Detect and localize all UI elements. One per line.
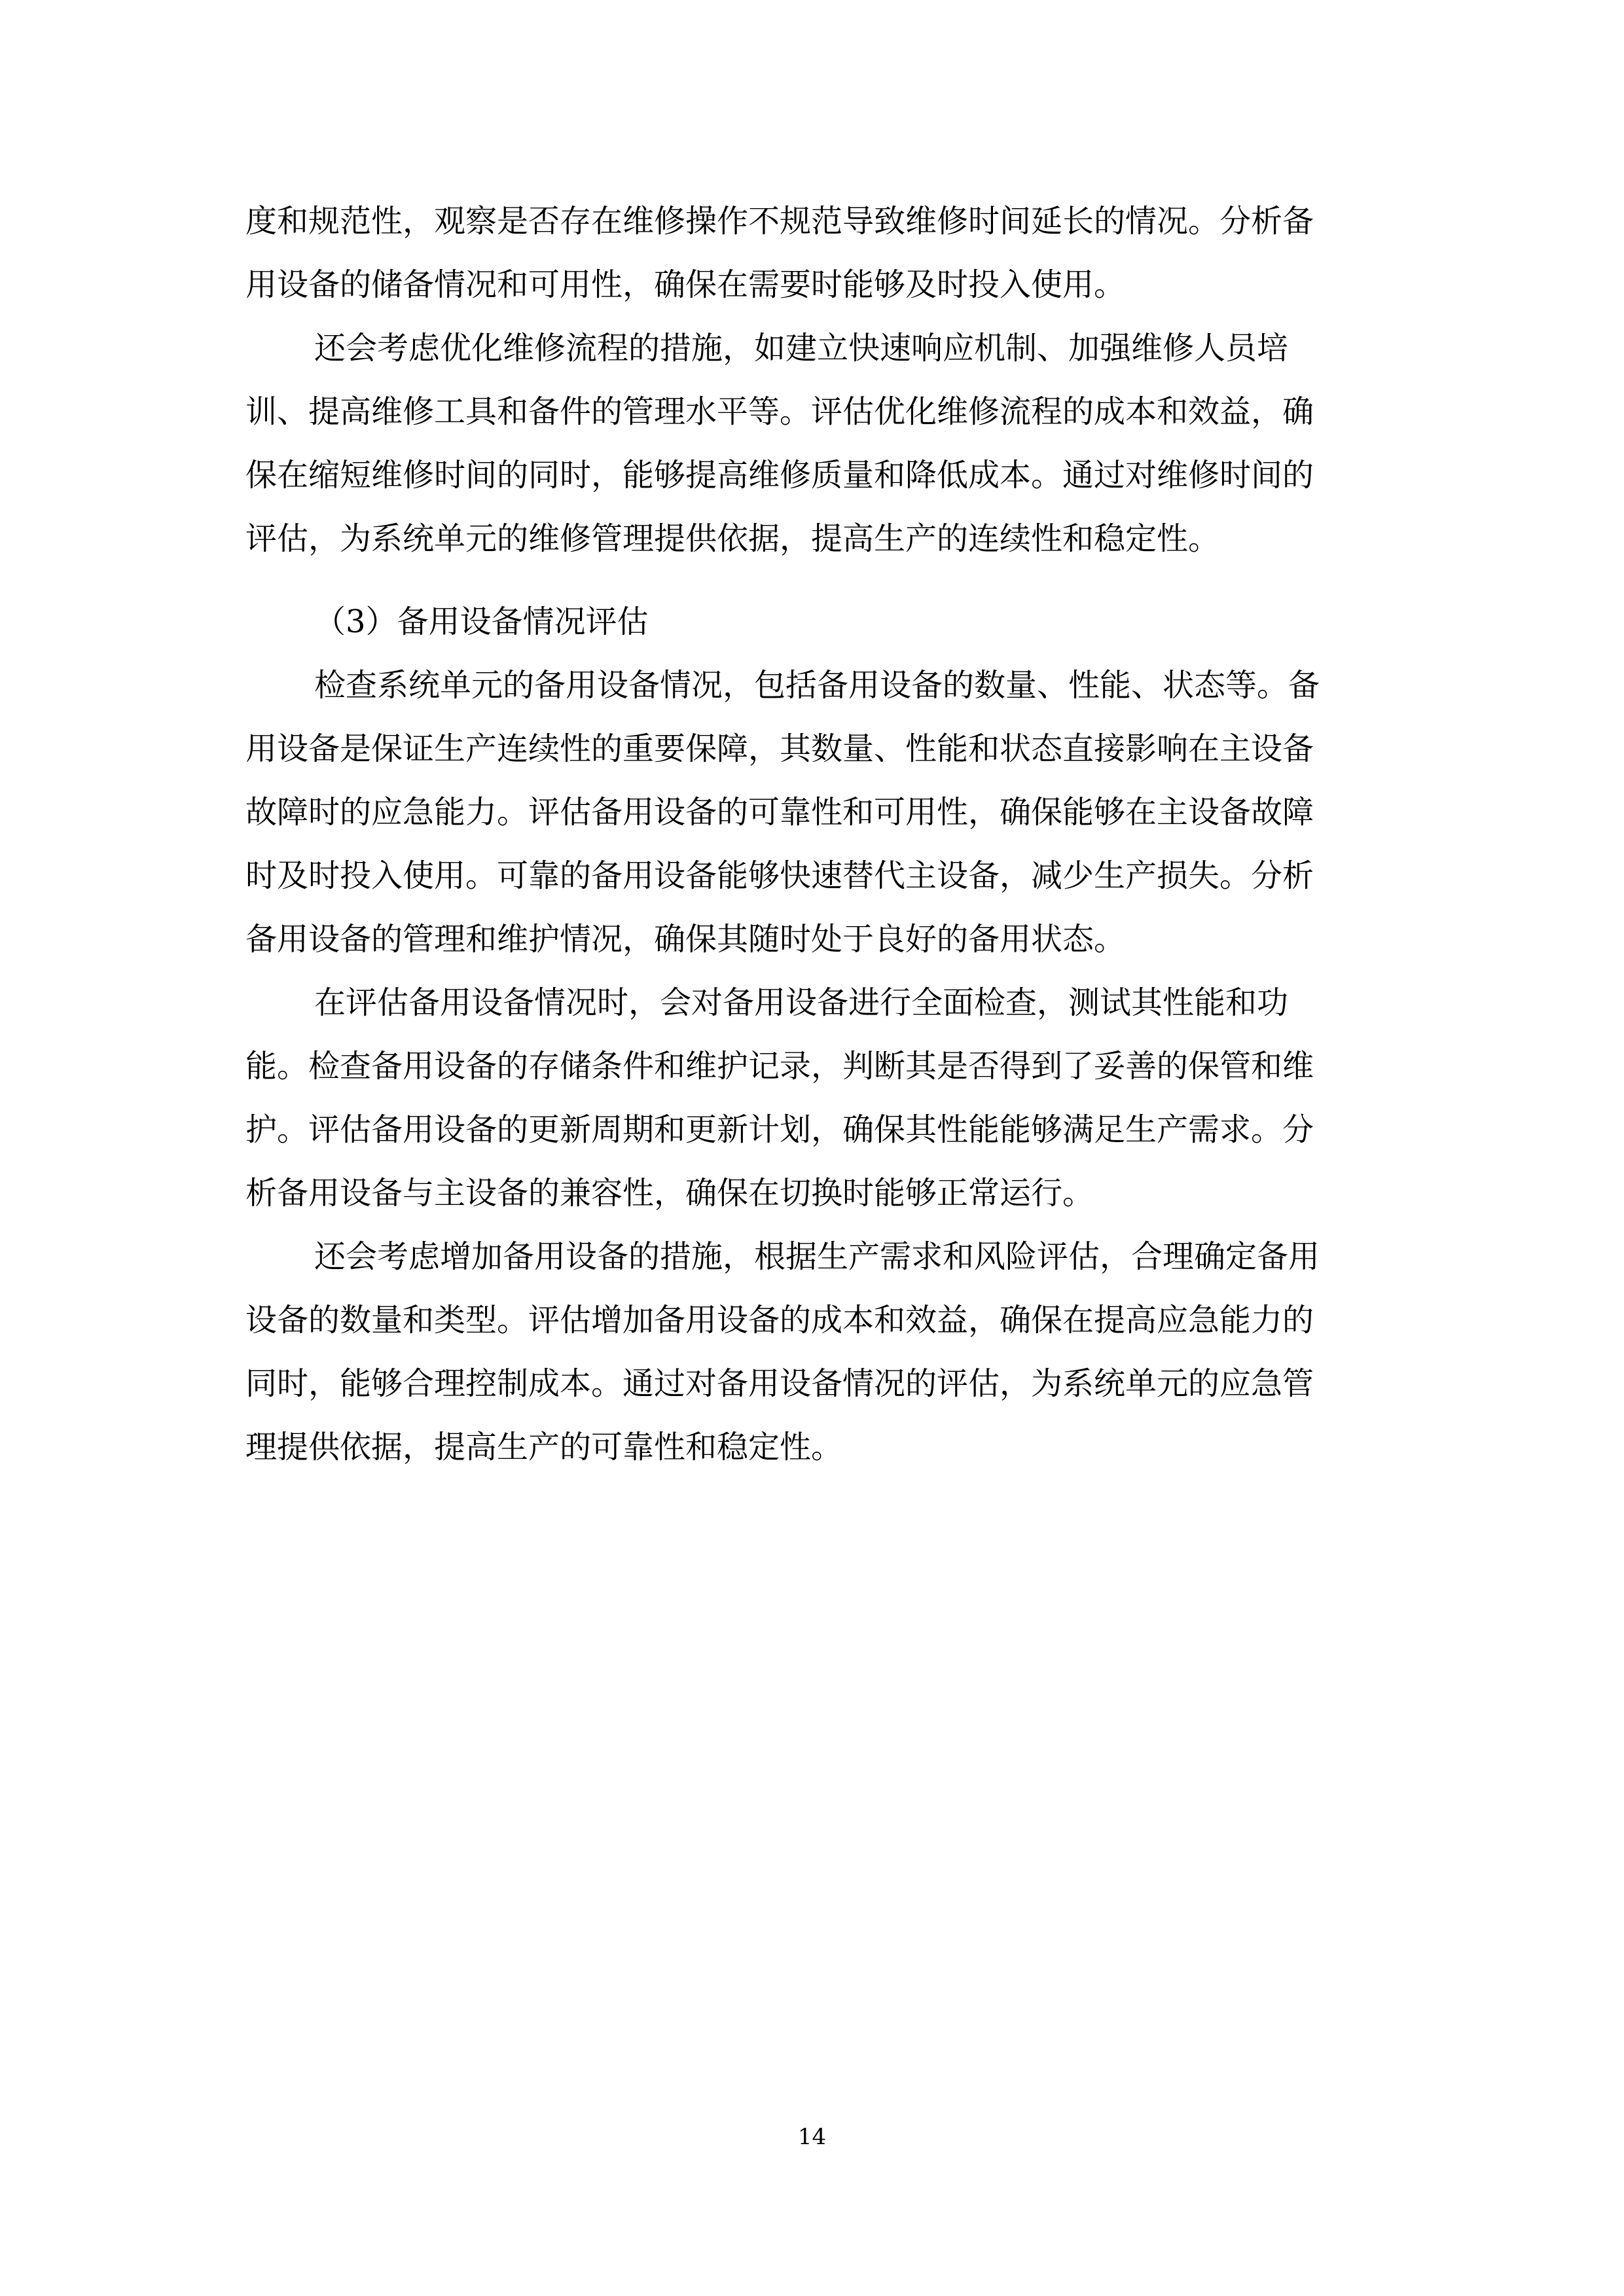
section-heading: （3）备用设备情况评估 xyxy=(314,603,649,640)
paragraph-maintenance-optimization xyxy=(245,317,1381,571)
text-line: 训、提高维修工具和备件的管理水平等。评估优化维修流程的成本和效益，确 xyxy=(245,393,1314,430)
text-line: 度和规范性，观察是否存在维修操作不规范导致维修时间延长的情况。分析备 xyxy=(245,203,1314,240)
text-line: 同时，能够合理控制成本。通过对备用设备情况的评估，为系统单元的应急管 xyxy=(245,1365,1314,1402)
text-line: 在评估备用设备情况时，会对备用设备进行全面检查，测试其性能和功 xyxy=(314,984,1289,1021)
page-number: 14 xyxy=(797,2124,827,2150)
text-line: 能。检查备用设备的存储条件和维护记录，判断其是否得到了妥善的保管和维 xyxy=(245,1048,1314,1085)
text-line: 护。评估备用设备的更新周期和更新计划，确保其性能能够满足生产需求。分 xyxy=(245,1111,1314,1148)
text-line: 析备用设备与主设备的兼容性，确保在切换时能够正常运行。 xyxy=(245,1175,1094,1211)
text-line: 评估，为系统单元的维修管理提供依据，提高生产的连续性和稳定性。 xyxy=(245,520,1220,557)
text-line: 备用设备的管理和维护情况，确保其随时处于良好的备用状态。 xyxy=(245,921,1126,958)
page-body xyxy=(245,190,1381,1479)
text-line: 还会考虑增加备用设备的措施，根据生产需求和风险评估，合理确定备用 xyxy=(314,1238,1320,1275)
text-line: 用设备的储备情况和可用性，确保在需要时能够及时投入使用。 xyxy=(245,266,1126,303)
paragraph-continuation xyxy=(245,190,1381,317)
paragraph-backup-equipment-increase xyxy=(245,1225,1381,1479)
text-line: 故障时的应急能力。评估备用设备的可靠性和可用性，确保能够在主设备故障 xyxy=(245,794,1314,831)
text-line: 检查系统单元的备用设备情况，包括备用设备的数量、性能、状态等。备 xyxy=(314,667,1320,704)
text-line: 时及时投入使用。可靠的备用设备能够快速替代主设备，减少生产损失。分析 xyxy=(245,857,1314,894)
text-line: 理提供依据，提高生产的可靠性和稳定性。 xyxy=(245,1429,843,1465)
text-line: 还会考虑优化维修流程的措施，如建立快速响应机制、加强维修人员培 xyxy=(314,330,1289,367)
paragraph-backup-equipment-check xyxy=(245,654,1381,971)
text-line: 保在缩短维修时间的同时，能够提高维修质量和降低成本。通过对维修时间的 xyxy=(245,457,1314,493)
paragraph-backup-equipment-evaluation xyxy=(245,971,1381,1225)
text-line: 用设备是保证生产连续性的重要保障，其数量、性能和状态直接影响在主设备 xyxy=(245,730,1314,767)
text-line: 设备的数量和类型。评估增加备用设备的成本和效益，确保在提高应急能力的 xyxy=(245,1302,1314,1338)
